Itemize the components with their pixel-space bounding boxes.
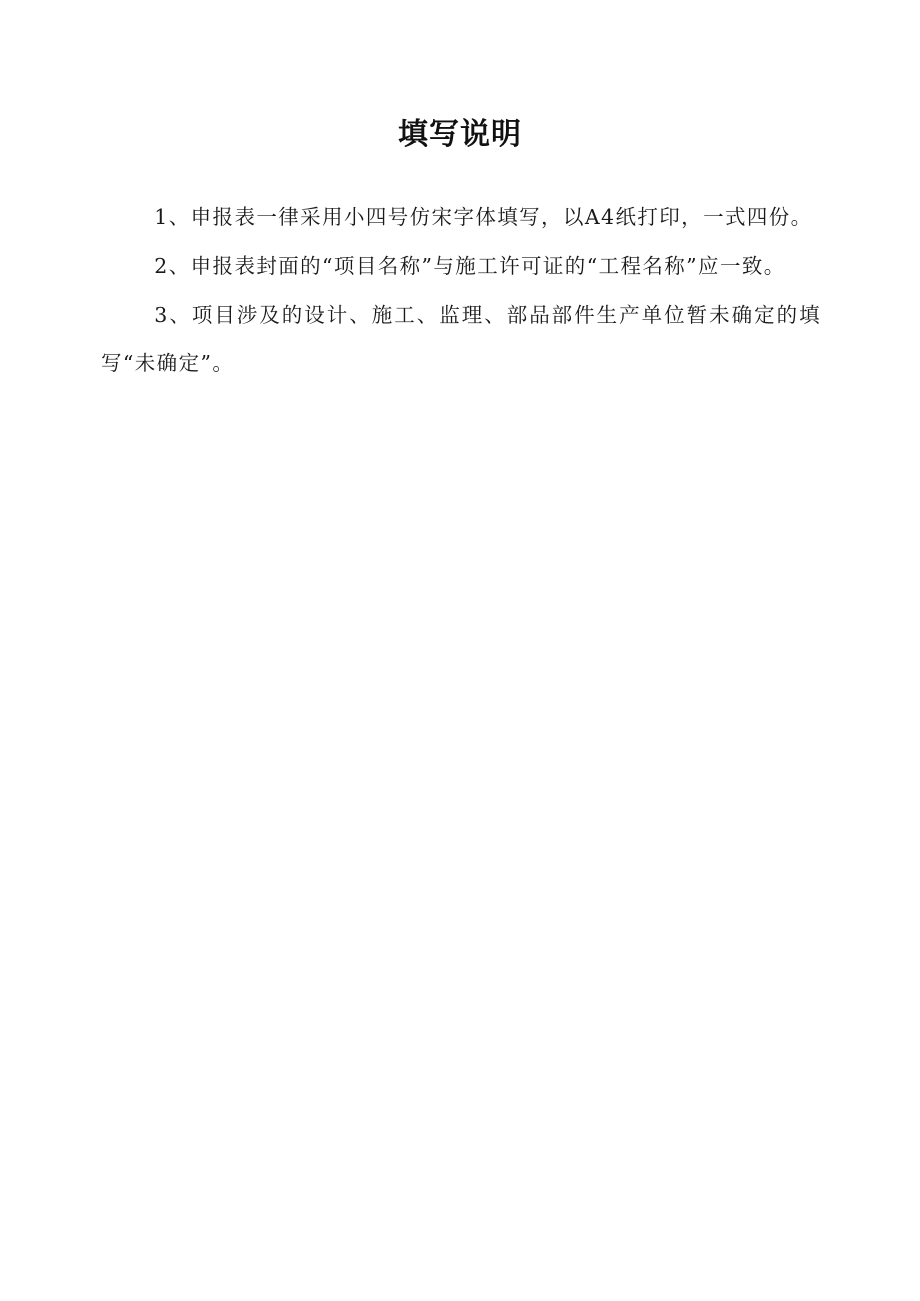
instruction-paragraph-2: 2、申报表封面的“项目名称”与施工许可证的“工程名称”应一致。: [154, 254, 786, 278]
instruction-paragraph-3: 3、项目涉及的设计、施工、监理、部品部件生产单位暂未确定的填写“未确定”。: [101, 303, 821, 375]
page-title: 填写说明: [398, 117, 522, 152]
instruction-paragraph-1: 1、申报表一律采用小四号仿宋字体填写，以A4纸打印，一式四份。: [154, 205, 813, 229]
instructions-body: [101, 193, 821, 388]
